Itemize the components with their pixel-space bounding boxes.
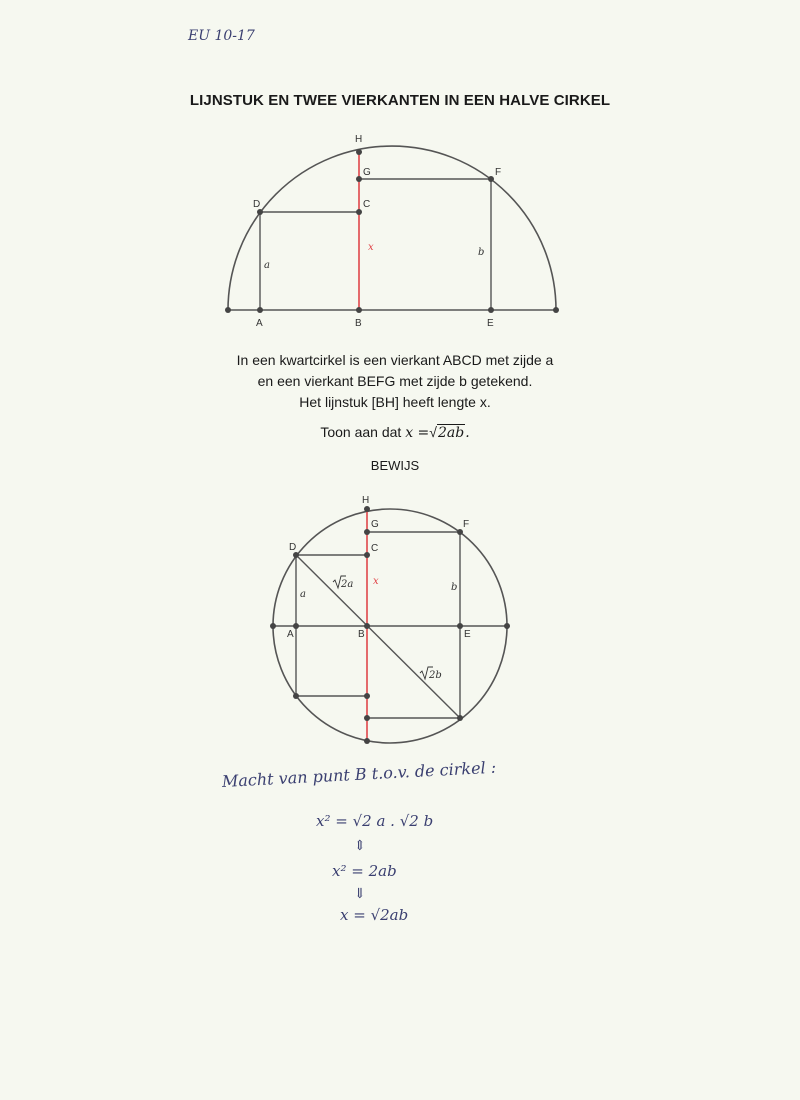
point-a: [293, 623, 299, 629]
point-right-end: [504, 623, 510, 629]
handwritten-arrow-2: ⇓: [354, 886, 366, 902]
point-lower-c: [364, 693, 370, 699]
semicircle-arc: [228, 146, 556, 310]
circle-figure: [270, 495, 510, 744]
problem-line-3: Het lijnstuk [BH] heeft lengte x.: [299, 394, 491, 410]
label-b: B: [358, 629, 365, 640]
semicircle-figure: [225, 134, 559, 329]
label-g: G: [363, 167, 371, 178]
point-e: [457, 623, 463, 629]
label-g: G: [371, 519, 379, 530]
label-e: E: [487, 318, 494, 329]
point-lower-g: [364, 715, 370, 721]
point-h: [364, 506, 370, 512]
label-c: C: [371, 543, 379, 554]
handwritten-line-1: Macht van punt B t.o.v. de cirkel :: [221, 757, 497, 791]
proof-heading: BEWIJS: [370, 458, 420, 473]
point-g: [356, 176, 362, 182]
label-d: D: [289, 542, 297, 553]
label-side-b: b: [478, 247, 485, 258]
label-side-b: b: [451, 582, 458, 593]
handwritten-line-4: x = √2ab: [340, 906, 409, 924]
handwritten-line-2: x² = √2 a . √2 b: [316, 812, 434, 830]
problem-line-2: en een vierkant BEFG met zijde b getekend.: [257, 373, 533, 389]
point-b: [356, 307, 362, 313]
point-c: [356, 209, 362, 215]
formula-lhs: x =: [405, 425, 430, 441]
point-b: [364, 623, 370, 629]
problem-statement: [0, 350, 790, 413]
label-x: x: [368, 242, 374, 253]
label-sqrt2b: [420, 667, 442, 681]
label-h: H: [362, 495, 370, 506]
point-h: [356, 149, 362, 155]
point-lower-left: [293, 693, 299, 699]
label-sqrt2b-text: 2b: [429, 670, 442, 681]
page-title: LIJNSTUK EN TWEE VIERKANTEN IN EEN HALVE CIRKEL: [189, 92, 611, 109]
formula-radicand: 2ab: [437, 425, 465, 441]
point-c: [364, 552, 370, 558]
point-e: [488, 307, 494, 313]
show-statement: [0, 424, 790, 441]
point-a: [257, 307, 263, 313]
label-x: x: [373, 576, 379, 587]
point-g: [364, 529, 370, 535]
sqrt-symbol: √: [429, 424, 437, 440]
label-b: B: [355, 318, 362, 329]
label-a: A: [256, 318, 263, 329]
document-code: EU 10-17: [188, 28, 255, 44]
points: [225, 149, 559, 313]
label-side-a: a: [264, 260, 270, 271]
point-f: [488, 176, 494, 182]
label-side-a: a: [300, 589, 306, 600]
label-f: F: [463, 519, 470, 530]
point-left-end: [270, 623, 276, 629]
label-c: C: [363, 199, 371, 210]
handwritten-line-3: x² = 2ab: [332, 862, 397, 880]
point-bottom: [364, 738, 370, 744]
problem-line-1: In een kwartcirkel is een vierkant ABCD met zijde a: [236, 352, 554, 368]
label-h: H: [355, 134, 363, 145]
point-lower-f: [457, 715, 463, 721]
handwritten-arrow-1: ⇕: [354, 838, 366, 854]
show-prefix: Toon aan dat: [320, 424, 402, 440]
label-e: E: [464, 629, 471, 640]
formula-end: .: [465, 425, 470, 441]
point-left-end: [225, 307, 231, 313]
label-sqrt2a-text: 2a: [341, 579, 354, 590]
label-f: F: [495, 167, 502, 178]
label-a: A: [287, 629, 294, 640]
point-right-end: [553, 307, 559, 313]
label-d: D: [253, 199, 261, 210]
label-sqrt2a: [333, 576, 353, 590]
